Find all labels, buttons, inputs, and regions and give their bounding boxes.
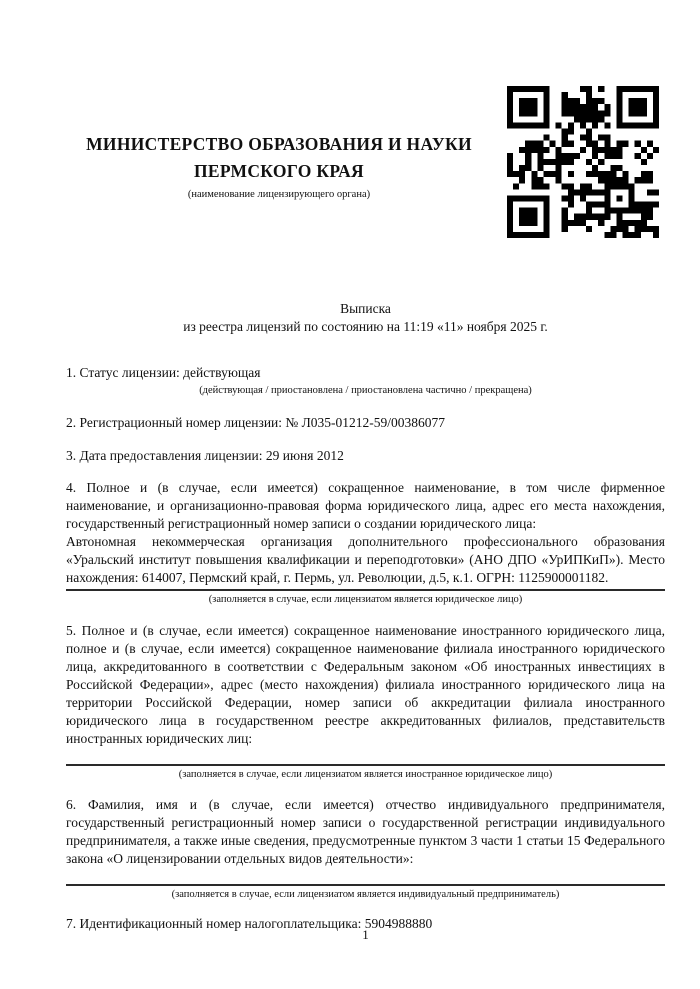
- ministry-name-line2: ПЕРМСКОГО КРАЯ: [194, 161, 364, 181]
- qr-code-icon: [507, 86, 659, 238]
- item-3-grant-date: 3. Дата предоставления лицензии: 29 июня 2012: [66, 448, 344, 463]
- entrepreneur-caption: (заполняется в случае, если лицензиатом является индивидуальный предприниматель): [171, 889, 560, 900]
- document-header: [40, 131, 518, 202]
- item-4-label: 4. Полное и (в случае, если имеется) сокращенное наименование, в том числе фирменное наименование, и организационно-правовая форма юридического лица, адрес его места нахождения, государственный регистрационный номер записи о создании юридического лица:: [66, 480, 665, 531]
- item-4-value: Автономная некоммерческая организация дополнительного профессионального образования «Уральский институт повышения квалификации и переподготовки» (АНО ДПО «УрИПКиП»). Место нахождения: 614007, Пермский край, г. Пермь, ул. Революции, д.5, к.1. ОГРН: 1125900001182.: [66, 534, 665, 585]
- extract-title-line1: Выписка: [340, 301, 391, 316]
- item-4-legal-entity: [66, 479, 665, 608]
- legal-entity-caption: (заполняется в случае, если лицензиатом является юридическое лицо): [208, 594, 523, 605]
- status-options-caption: (действующая / приостановлена / приостановлена частично / прекращена): [199, 385, 532, 396]
- document-body: [66, 300, 665, 933]
- page-number: 1: [362, 927, 369, 942]
- item-1-license-status: [66, 364, 665, 399]
- extract-title-line2: из реестра лицензий по состоянию на 11:19 «11» ноября 2025 г.: [183, 319, 548, 334]
- issuing-authority-caption: (наименование лицензирующего органа): [187, 189, 371, 200]
- item-5-foreign-entity: [66, 622, 665, 783]
- item-6-individual-entrepreneur: [66, 796, 665, 903]
- foreign-entity-caption: (заполняется в случае, если лицензиатом является иностранное юридическое лицо): [178, 769, 553, 780]
- ministry-name-line1: МИНИСТЕРСТВО ОБРАЗОВАНИЯ И НАУКИ: [86, 134, 472, 154]
- license-status-text: 1. Статус лицензии: действующая: [66, 365, 261, 380]
- item-6-label: 6. Фамилия, имя и (в случае, если имеется) отчество индивидуального предпринимателя, государственный регистрационный номер записи о государственной регистрации индивидуального предпринимателя, а также иные сведения, предусмотренные пунктом 3 части 1 статьи 15 Федерального закона «О лицензировании отдельных видов деятельности»:: [66, 797, 665, 866]
- item-2-registration-number: 2. Регистрационный номер лицензии: № Л035-01212-59/00386077: [66, 415, 446, 430]
- extract-title: [66, 300, 665, 336]
- item-5-label: 5. Полное и (в случае, если имеется) сокращенное наименование иностранного юридического лица, полное и (в случае, если имеется) сокращенное наименование филиала иностранного юридического лица, аккредитованного в соответствии с Федеральным законом «Об иностранных инвестициях в Российской Федерации», адрес (место нахождения) филиала иностранного юридического лица на территории Российской Федерации, номер записи об аккредитации филиала иностранного юридического лица в государственном реестре аккредитованных филиалов, представительств иностранных юридических лиц:: [66, 623, 665, 746]
- item-7-taxpayer-number: 7. Идентификационный номер налогоплательщика: 5904988880: [66, 916, 433, 931]
